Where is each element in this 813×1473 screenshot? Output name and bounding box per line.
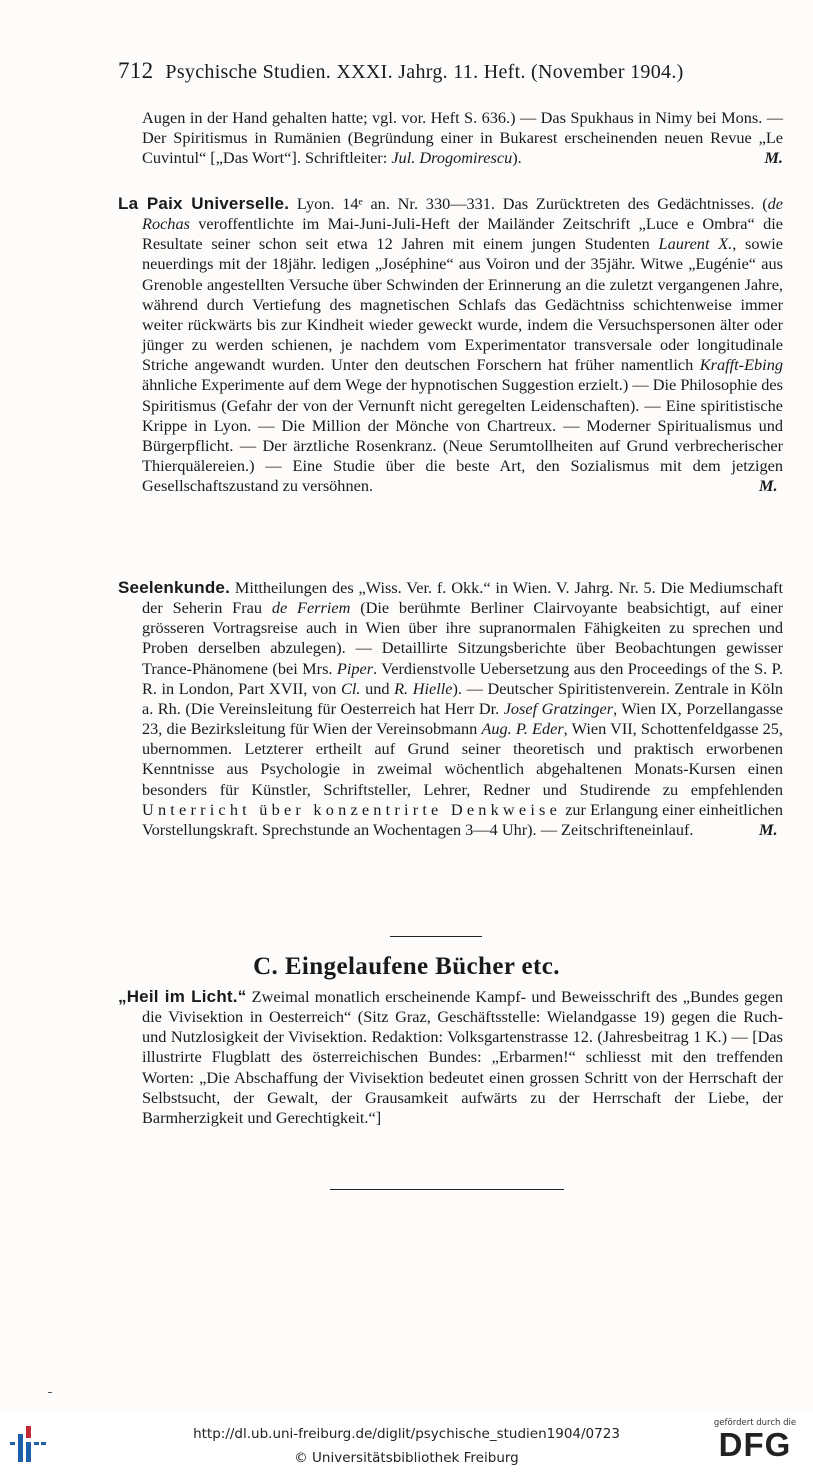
- entry-seelenkunde: Seelenkunde. Mittheilungen des „Wiss. Ver. f. Okk.“ in Wien. V. Jahrg. Nr. 5. Die Mediumschaft der Seherin Frau de Ferriem (Die berühmte Berliner Clairvoyante beabsichtigt, auf einer grösseren Vortragsreise auch in Wien über ihre supranormalen Fähigkeiten zu sprechen und Proben derselben abzulegen). — Detaillirte Sitzungsberichte über Beobachtungen gewisser Trance-Phänomene (bei Mrs. Piper. Verdienstvolle Uebersetzung aus den Proceedings of the S. P. R. in London, Part XVII, von Cl. und R. Hielle). — Deutscher Spiritistenverein. Zentrale in Köln a. Rh. (Die Vereinsleitung für Oesterreich hat Herr Dr. Josef Gratzinger, Wien IX, Porzellangasse 23, die Bezirksleitung für Wien der Vereinsobmann Aug. P. Eder, Wien VII, Schottenfeldgasse 25, ubernommen. Letzterer ertheilt auf Grund seiner theoretisch und praktisch erworbenen Kenntnisse aus Psychologie in zweimal wöchentlich abgehaltenen Monats-Kursen einen besonders für Künstler, Schriftsteller, Lehrer, Redner und Studirende zu empfehlenden Unterricht über konzentrirte Denkweise zur Erlangung einer einheitlichen Vorstellungskraft. Sprechstunde an Wochentagen 3—4 Uhr). — Zeitschrifteneinlauf. M.: [118, 578, 784, 839]
- journal-title: Psychische Studien. XXXI. Jahrg. 11. Heft. (November 1904.): [165, 61, 684, 83]
- dfg-caption: gefördert durch die: [713, 1418, 797, 1428]
- section-heading: C. Eingelaufene Bücher etc.: [253, 953, 560, 980]
- entry-title: La Paix Universelle.: [118, 194, 290, 213]
- entry-heil-im-licht: „Heil im Licht.“ Zweimal monatlich erscheinende Kampf- und Beweisschrift des „Bundes gegen die Vivisektion in Oesterreich“ (Sitz Graz, Geschäftsstelle: Wielandgasse 19) gegen die Ruch- und Nutzlosigkeit der Vivisektion. Redaktion: Volksgartenstrasse 12. (Jahresbeitrag 1 K.) — [Das illustrirte Flugblatt des österreichischen Bundes: „Erbarmen!“ schliesst mit den treffenden Worten: „Die Abschaffung der Vivisektion bedeutet einen grossen Schritt von der Herrschaft der Selbstsucht, der Gewalt, der Grausamkeit aufwärts zu der Herrschaft der Liebe, der Barmherzigkeit und Gerechtigkeit.“]: [118, 987, 784, 1127]
- separator-rule: [390, 936, 482, 937]
- end-rule: [330, 1189, 564, 1190]
- source-url-link[interactable]: http://dl.ub.uni-freiburg.de/diglit/psychische_studien1904/0723: [193, 1426, 620, 1442]
- scan-mark: [48, 1392, 52, 1393]
- entry-title: Seelenkunde.: [118, 578, 230, 597]
- entry-title: „Heil im Licht.“: [118, 987, 247, 1006]
- running-header: [118, 58, 783, 84]
- copyright-notice: © Universitätsbibliothek Freiburg: [294, 1450, 519, 1466]
- footer-bar: [0, 1410, 813, 1473]
- entry-la-paix-universelle: La Paix Universelle. Lyon. 14ᵉ an. Nr. 330—331. Das Zurücktreten des Gedächtnisses. (de Rochas veroffentlichte im Mai-Juni-Juli-Heft der Mailänder Zeitschrift „Luce e Ombra“ die Resultate seiner schon seit etwa 12 Jahren mit einem jungen Studenten Laurent X., sowie neuerdings mit der 18jähr. ledigen „Joséphine“ aus Voiron und der 35jähr. Witwe „Eugénie“ aus Grenoble angestellten Versuche über Schwinden der Erinnerung an die zuletzt vergangenen Jahre, während durch Vertiefung des magnetischen Schlafs das Gedächtniss schichtenweise immer weiter rückwärts bis zur Kindheit wieder geweckt wurde, indem die Versuchspersonen älter oder jünger zu werden schienen, je nachdem vom Experimentator transversale oder longitudinale Striche angewandt wurden. Unter den deutschen Forschern hat früher namentlich Krafft-Ebing ähnliche Experimente auf dem Wege der hypnotischen Suggestion erzielt.) — Die Philosophie des Spiritismus (Gefahr der von der Vernunft nicht geregelten Leidenschaften). — Eine spiritistische Krippe in Lyon. — Die Million der Mönche von Chartreux. — Moderner Spiritualismus und Bürgerpflicht. — Der ärztliche Rosenkranz. (Neue Serumtollheiten auf Grund verbrecherischer Thierquälereien.) — Eine Studie über die beste Art, den Sozialismus mit dem jetzigen Gesellschaftszustand zu versöhnen. M.: [118, 194, 784, 496]
- page-number: 712: [118, 58, 154, 83]
- dfg-logo-icon: [707, 1418, 803, 1462]
- signature: M.: [764, 148, 783, 168]
- dfg-logo-text: DFG: [718, 1426, 792, 1463]
- continuation-paragraph: Augen in der Hand gehalten hatte; vgl. vor. Heft S. 636.) — Das Spukhaus in Nimy bei Mons. — Der Spiritismus in Rumänien (Begründung einer in Bukarest erscheinenden neuen Revue „Le Cuvintul“ [„Das Wort“]. Schriftleiter: Jul. Drogomirescu). M.: [142, 108, 783, 168]
